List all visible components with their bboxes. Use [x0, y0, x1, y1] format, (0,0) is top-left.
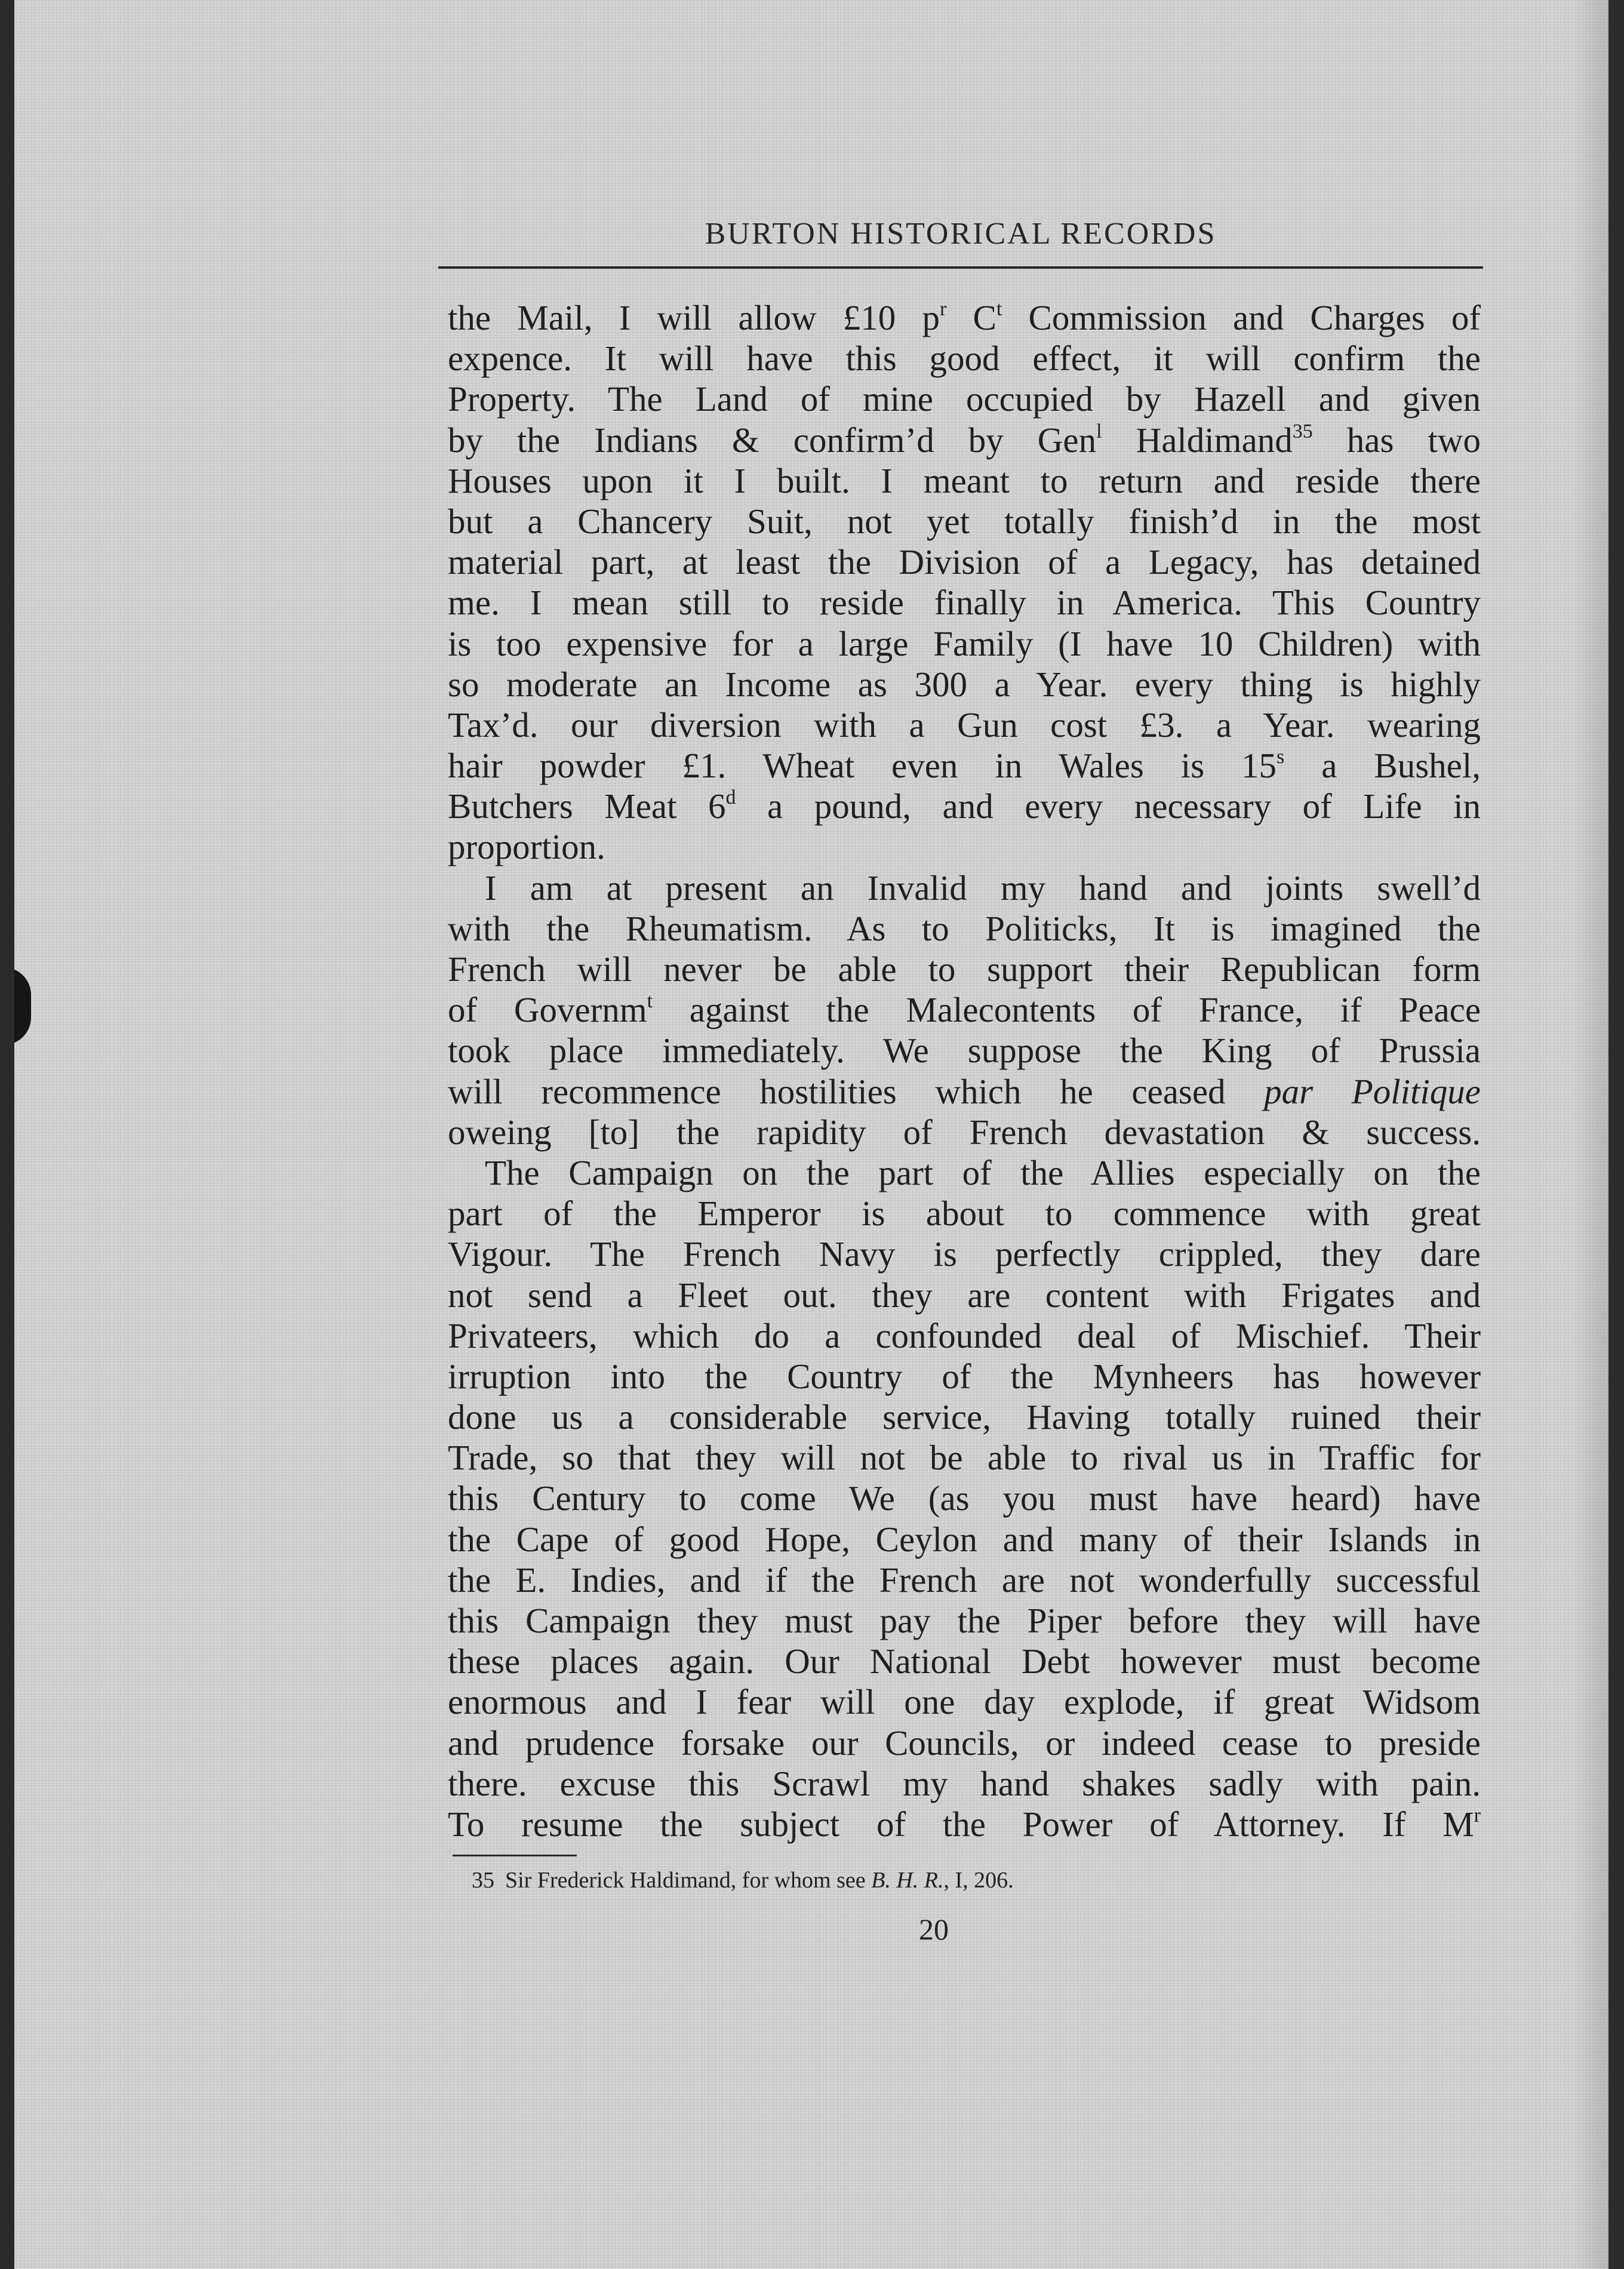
footnote-number: 35 [472, 1868, 494, 1893]
text-line [448, 1193, 1481, 1234]
text-line [448, 1356, 1481, 1397]
text-line [448, 745, 1481, 786]
line-text: took place immediately. We suppose the King of Prussia [448, 1031, 1481, 1071]
line-text: hair powder £1. Wheat even in Wales is 15 [448, 746, 1277, 786]
line-text: Property. The Land of mine occupied by Hazell and given [448, 379, 1481, 419]
text-line [448, 1397, 1481, 1437]
text-line [448, 826, 1481, 867]
line-text: enormous and I fear will one day explode, if great Widsom [448, 1682, 1481, 1722]
line-text: Butchers Meat 6 [448, 786, 726, 826]
text-line [448, 989, 1481, 1030]
line-text: of Governm [448, 990, 647, 1030]
footnote-rule [453, 1855, 577, 1856]
text-line [448, 664, 1481, 705]
page-edge-shadow [1573, 0, 1608, 2269]
line-content [448, 298, 1481, 337]
line-content [448, 909, 1481, 948]
line-content [448, 1520, 1481, 1559]
line-text: by the Indians & confirm’d by Gen [448, 420, 1097, 460]
line-content [448, 665, 1481, 704]
line-content [448, 379, 1481, 419]
line-text: Haldimand [1102, 420, 1293, 460]
text-line [448, 1560, 1481, 1600]
footnote-text-after: , I, 206. [943, 1868, 1014, 1893]
line-text: against the Malecontents of France, if Peace [653, 990, 1481, 1030]
line-content [485, 868, 1481, 908]
line-content [448, 1112, 1481, 1152]
text-line [448, 379, 1481, 419]
line-text: done us a considerable service, Having totally ruined their [448, 1397, 1481, 1437]
line-text: a pound, and every necessary of Life in [736, 786, 1481, 826]
superscript: d [725, 786, 736, 809]
text-line [448, 1315, 1481, 1356]
text-line [448, 1723, 1481, 1763]
text-line [448, 1804, 1481, 1844]
text-line [448, 1112, 1481, 1152]
text-line [448, 1600, 1481, 1641]
line-text: The Campaign on the part of the Allies especially on the [485, 1152, 1481, 1192]
line-text: proportion. [448, 827, 605, 867]
superscript: r [939, 298, 947, 320]
line-content [448, 420, 1481, 460]
line-text: with the Rheumatism. As to Politicks, It is imagined the [448, 908, 1481, 948]
line-text: Tax’d. our diversion with a Gun cost £3. a Year. wearing [448, 705, 1481, 745]
line-text: these places again. Our National Debt however must become [448, 1641, 1481, 1681]
footnote-reference: B. H. R. [871, 1868, 944, 1893]
line-content [448, 1641, 1481, 1681]
line-text: but a Chancery Suit, not yet totally finish’d in the most [448, 501, 1481, 541]
line-text: me. I mean still to reside finally in America. This Country [448, 583, 1481, 623]
superscript: t [996, 298, 1002, 320]
line-text: Vigour. The French Navy is perfectly crippled, they dare [448, 1234, 1481, 1274]
text-line [448, 501, 1481, 542]
line-content [448, 461, 1481, 500]
line-content [448, 583, 1481, 622]
line-content [448, 746, 1481, 785]
text-line [448, 1681, 1481, 1722]
line-text: and prudence forsake our Councils, or indeed cease to preside [448, 1723, 1481, 1763]
line-text: part of the Emperor is about to commence with great [448, 1194, 1481, 1234]
line-text: so moderate an Income as 300 a Year. every thing is highly [448, 664, 1481, 704]
line-text: oweing [to] the rapidity of French devastation & success. [448, 1112, 1481, 1152]
superscript: r [1474, 1804, 1481, 1827]
text-line [448, 623, 1481, 664]
line-content [485, 1153, 1481, 1192]
text-line [448, 460, 1481, 501]
binding-notch [14, 967, 31, 1045]
line-text: this Campaign they must pay the Piper before they will have [448, 1601, 1481, 1640]
line-text: is too expensive for a large Family (I have 10 Children) with [448, 623, 1481, 663]
text-line [448, 1234, 1481, 1274]
text-line [448, 1519, 1481, 1560]
line-content [448, 542, 1481, 582]
text-line [448, 582, 1481, 623]
line-content [448, 1234, 1481, 1274]
line-text: expence. It will have this good effect, it will confirm the [448, 339, 1481, 379]
line-content [448, 1357, 1481, 1396]
line-content [448, 786, 1481, 826]
line-content [448, 624, 1481, 663]
text-line [448, 1641, 1481, 1681]
footnote-text-before: Sir Frederick Haldimand, for whom see [505, 1868, 872, 1893]
line-content [448, 1723, 1481, 1763]
line-text: the Mail, I will allow £10 p [448, 298, 940, 337]
line-text: the Cape of good Hope, Ceylon and many of their Islands in [448, 1519, 1481, 1559]
page-number: 20 [919, 1913, 949, 1946]
line-text: this Century to come We (as you must have heard) have [448, 1478, 1481, 1518]
text-line [448, 1275, 1481, 1315]
line-text: Commission and Charges of [1002, 298, 1481, 337]
line-text: has two [1312, 420, 1481, 460]
superscript: l [1096, 420, 1102, 442]
line-content [448, 1072, 1481, 1111]
line-content [448, 1031, 1481, 1070]
text-line [448, 1478, 1481, 1518]
text-line [448, 1152, 1481, 1193]
line-content [448, 1601, 1481, 1640]
line-text: Trade, so that they will not be able to rival us in Traffic for [448, 1438, 1481, 1478]
line-content [448, 949, 1481, 989]
text-line [448, 420, 1481, 460]
line-content [448, 1560, 1481, 1600]
line-content [448, 339, 1481, 378]
line-text: there. excuse this Scrawl my hand shakes sadly with pain. [448, 1763, 1481, 1803]
line-text: not send a Fleet out. they are content with Frigates and [448, 1275, 1481, 1315]
text-line [448, 705, 1481, 745]
line-text: C [946, 298, 996, 337]
text-line [448, 1763, 1481, 1804]
line-text: French will never be able to support their Republican form [448, 949, 1481, 989]
footnote [472, 1869, 1014, 1892]
line-content [448, 1804, 1481, 1844]
text-line [448, 1071, 1481, 1112]
line-text: To resume the subject of the Power of Attorney. If M [448, 1804, 1474, 1844]
line-text: I am at present an Invalid my hand and joints swell’d [485, 868, 1481, 908]
line-content [448, 827, 605, 866]
text-line [448, 1437, 1481, 1478]
line-content [448, 1478, 1481, 1518]
text-line [448, 542, 1481, 582]
body-text [448, 297, 1481, 1844]
text-line [448, 949, 1481, 989]
text-line [448, 297, 1481, 338]
line-text: irruption into the Country of the Mynheers has however [448, 1356, 1481, 1396]
superscript: t [647, 990, 653, 1013]
line-text: material part, at least the Division of a Legacy, has detained [448, 542, 1481, 582]
line-content [448, 705, 1481, 745]
line-content [448, 990, 1481, 1029]
italic-text: par Politique [1264, 1071, 1481, 1111]
text-line [448, 1030, 1481, 1071]
line-content [448, 1438, 1481, 1477]
line-content [448, 1275, 1481, 1315]
line-content [448, 1764, 1481, 1803]
book-page [14, 0, 1608, 2269]
text-line [448, 786, 1481, 826]
superscript: s [1277, 746, 1285, 768]
text-line [448, 338, 1481, 379]
text-line [448, 908, 1481, 949]
line-text: the E. Indies, and if the French are not wonderfully successful [448, 1560, 1481, 1600]
line-content [448, 1194, 1481, 1233]
superscript: 35 [1292, 420, 1313, 442]
line-text: Houses upon it I built. I meant to return and reside there [448, 460, 1481, 500]
line-content [448, 1316, 1481, 1355]
line-text: will recommence hostilities which he ceased [448, 1071, 1265, 1111]
text-line [448, 868, 1481, 908]
line-content [448, 502, 1481, 541]
line-content [448, 1397, 1481, 1437]
running-head: BURTON HISTORICAL RECORDS [705, 217, 1217, 251]
line-text: Privateers, which do a confounded deal of Mischief. Their [448, 1315, 1481, 1355]
head-rule [438, 266, 1483, 269]
line-text: a Bushel, [1284, 746, 1481, 786]
line-content [448, 1682, 1481, 1721]
